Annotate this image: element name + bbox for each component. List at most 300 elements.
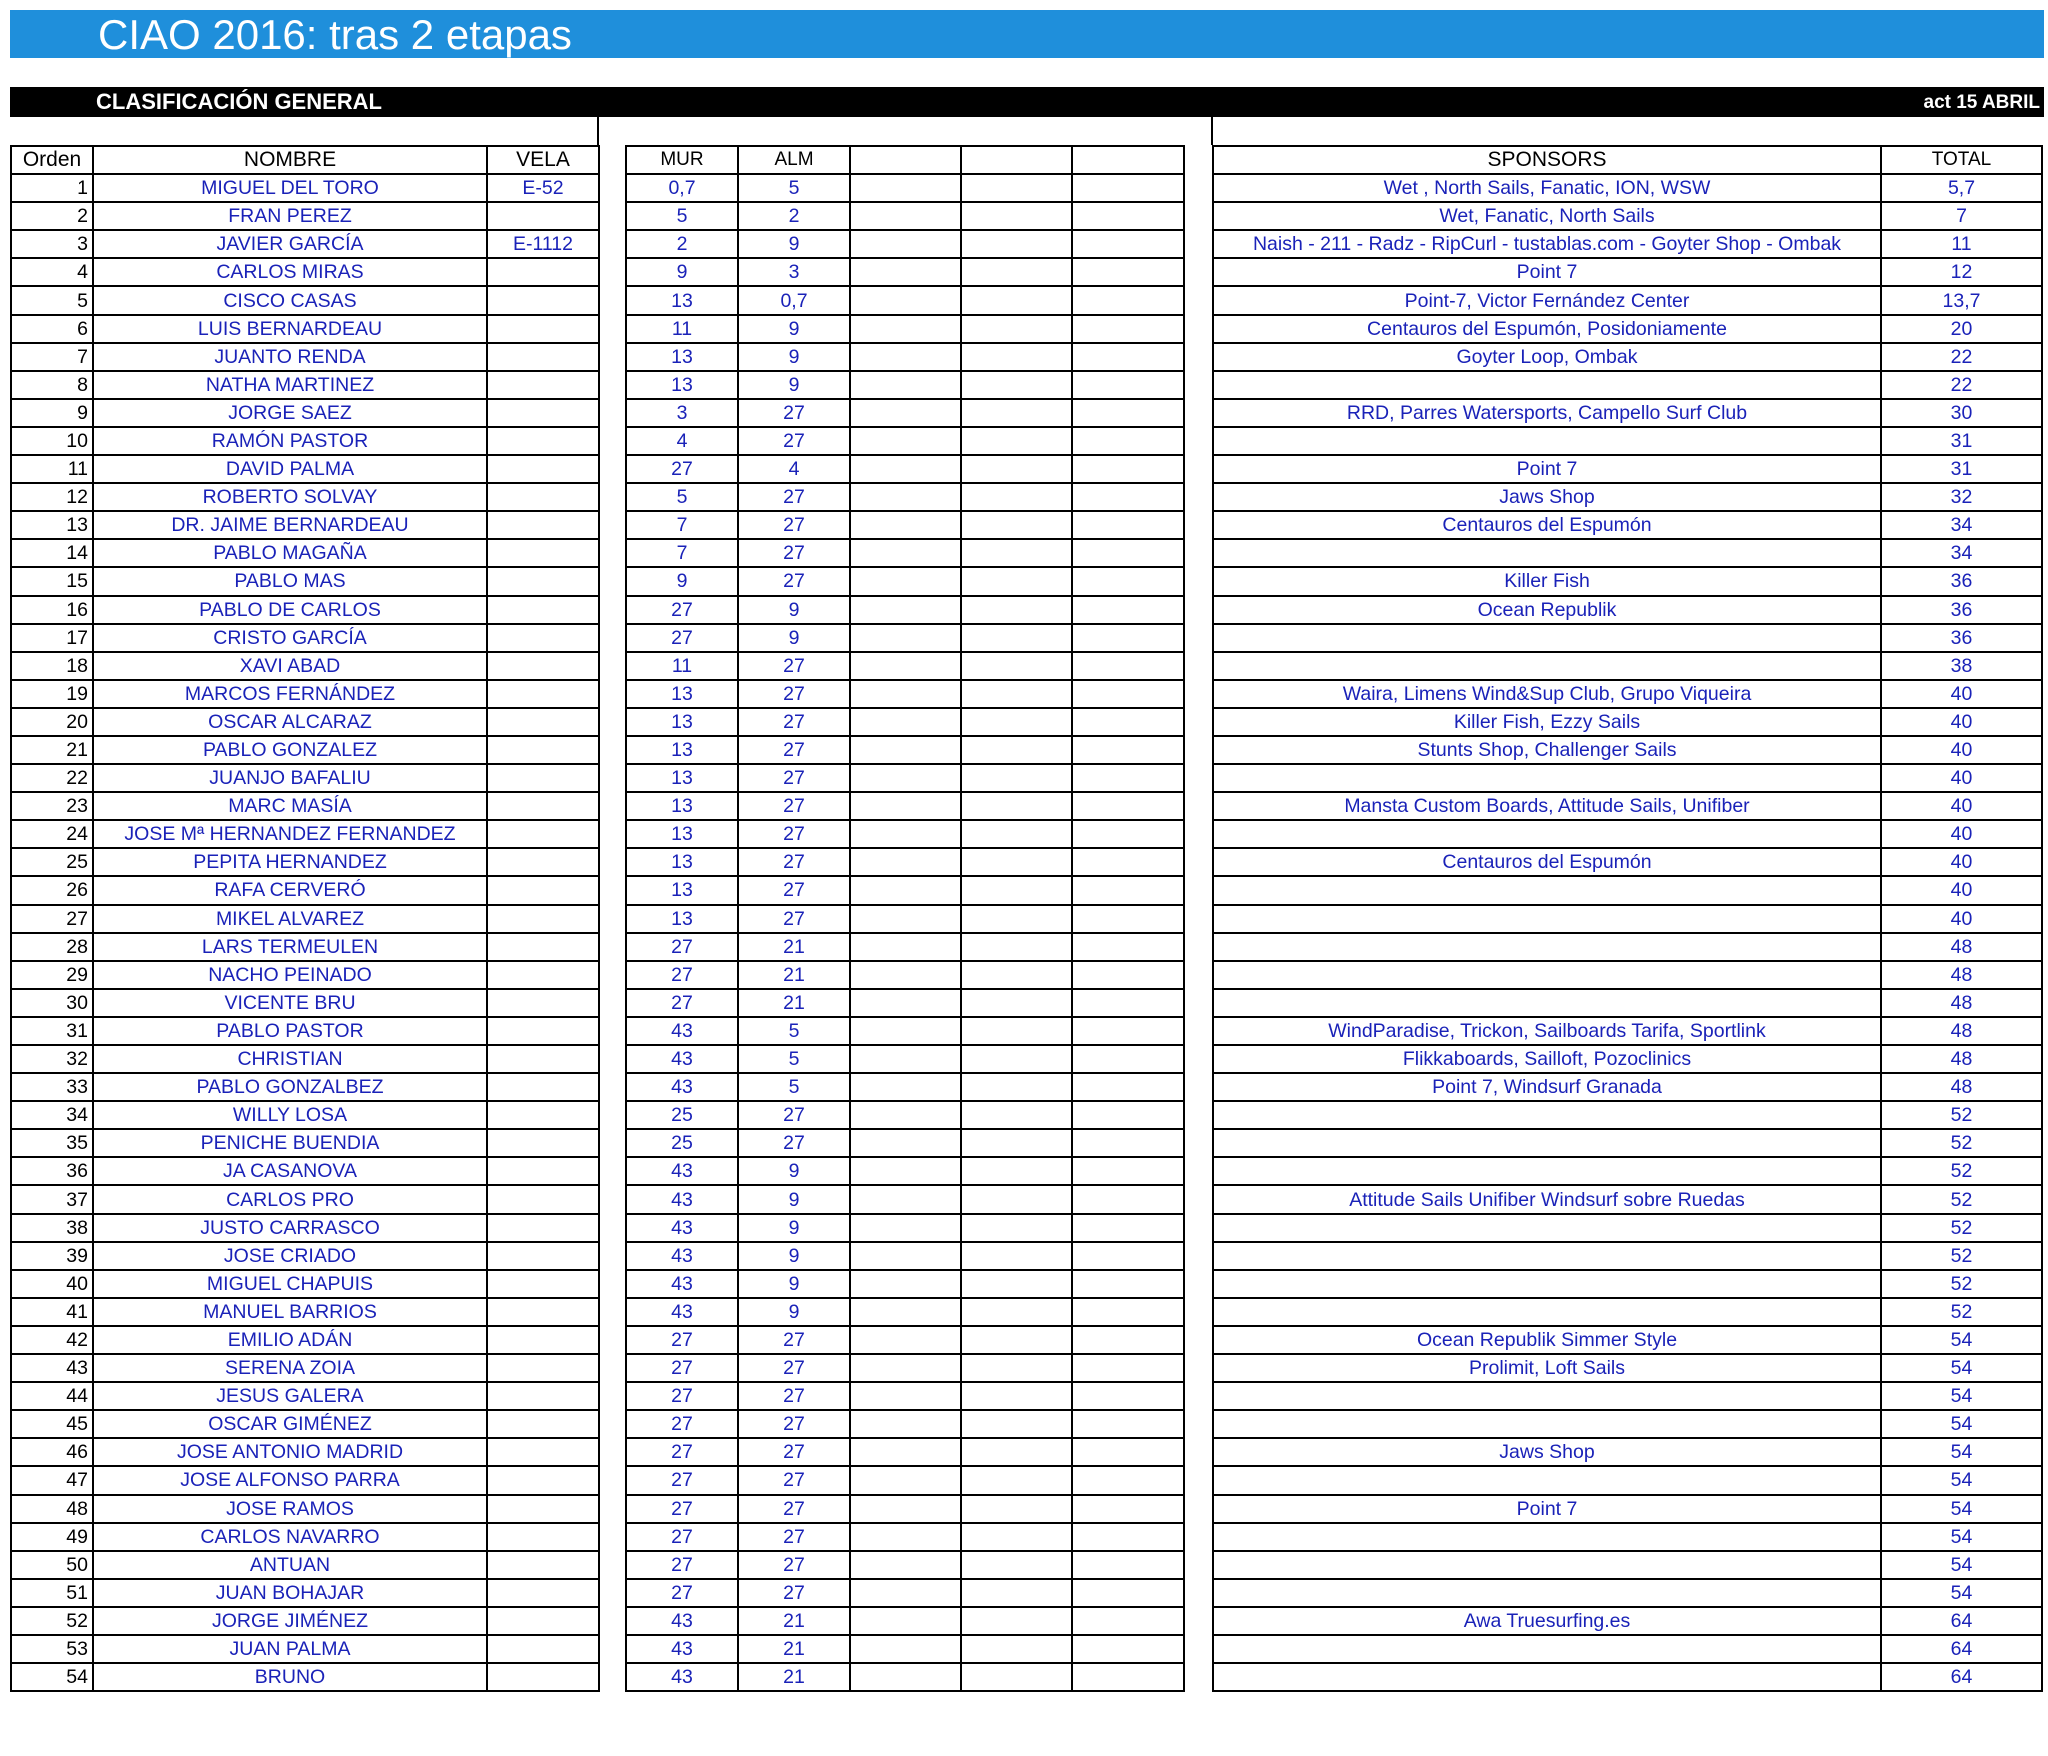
mur-score-cell: 27: [626, 1382, 738, 1410]
name-cell: JORGE SAEZ: [93, 399, 487, 427]
sail-number-cell: [487, 624, 599, 652]
rank-cell: 1: [11, 174, 93, 202]
mur-score-cell: 25: [626, 1101, 738, 1129]
name-cell: JOSE Mª HERNANDEZ FERNANDEZ: [93, 820, 487, 848]
empty-cell: [850, 1270, 961, 1298]
table-row: [11, 905, 599, 933]
section-header-bar: [10, 87, 2044, 117]
total-cell: 64: [1881, 1635, 2042, 1663]
table-header-row: [1213, 146, 2042, 174]
mur-score-cell: 27: [626, 1326, 738, 1354]
empty-cell: [961, 1101, 1072, 1129]
name-cell: JOSE CRIADO: [93, 1242, 487, 1270]
empty-cell: [1072, 567, 1184, 595]
empty-cell: [961, 1214, 1072, 1242]
empty-cell: [961, 989, 1072, 1017]
table-row: [11, 1242, 599, 1270]
mur-score-cell: 13: [626, 343, 738, 371]
table-row: [626, 876, 1184, 904]
empty-cell: [1072, 399, 1184, 427]
alm-score-cell: 27: [738, 539, 850, 567]
name-cell: CHRISTIAN: [93, 1045, 487, 1073]
empty-cell: [961, 427, 1072, 455]
mur-score-cell: 13: [626, 680, 738, 708]
mur-score-cell: 27: [626, 961, 738, 989]
total-cell: 54: [1881, 1410, 2042, 1438]
empty-cell: [961, 315, 1072, 343]
empty-cell: [850, 1354, 961, 1382]
empty-cell: [1072, 652, 1184, 680]
table-row: [626, 989, 1184, 1017]
empty-cell: [850, 1410, 961, 1438]
table-row: [11, 1495, 599, 1523]
rank-cell: 23: [11, 792, 93, 820]
empty-cell: [961, 1579, 1072, 1607]
empty-cell: [961, 539, 1072, 567]
mur-score-cell: 5: [626, 202, 738, 230]
sail-number-cell: [487, 596, 599, 624]
empty-cell: [850, 764, 961, 792]
name-cell: CRISTO GARCÍA: [93, 624, 487, 652]
total-cell: 40: [1881, 848, 2042, 876]
table-row: [11, 343, 599, 371]
name-cell: SERENA ZOIA: [93, 1354, 487, 1382]
empty-cell: [1072, 1663, 1184, 1691]
empty-cell: [1072, 848, 1184, 876]
sponsors-cell: Stunts Shop, Challenger Sails: [1213, 736, 1881, 764]
alm-score-cell: 27: [738, 427, 850, 455]
total-cell: 52: [1881, 1214, 2042, 1242]
alm-score-cell: 9: [738, 1298, 850, 1326]
alm-score-cell: 21: [738, 989, 850, 1017]
empty-cell: [850, 399, 961, 427]
sail-number-cell: [487, 427, 599, 455]
mur-score-cell: 7: [626, 539, 738, 567]
table-row: [1213, 1663, 2042, 1691]
alm-score-cell: 5: [738, 1073, 850, 1101]
alm-score-cell: 9: [738, 1242, 850, 1270]
total-cell: 11: [1881, 230, 2042, 258]
table-row: [626, 764, 1184, 792]
alm-score-cell: 21: [738, 1635, 850, 1663]
table-row: [11, 371, 599, 399]
empty-cell: [850, 820, 961, 848]
name-cell: OSCAR ALCARAZ: [93, 708, 487, 736]
empty-cell: [1072, 371, 1184, 399]
mur-score-cell: 13: [626, 848, 738, 876]
table-row: [1213, 1270, 2042, 1298]
table-row: [1213, 764, 2042, 792]
sail-number-cell: [487, 1214, 599, 1242]
alm-score-cell: 9: [738, 1185, 850, 1213]
table-row: [1213, 539, 2042, 567]
alm-score-cell: 0,7: [738, 286, 850, 314]
table-row: [11, 1410, 599, 1438]
rank-cell: 37: [11, 1185, 93, 1213]
empty-cell: [961, 1635, 1072, 1663]
rank-cell: 26: [11, 876, 93, 904]
empty-cell: [1072, 315, 1184, 343]
alm-score-cell: 27: [738, 652, 850, 680]
empty-cell: [850, 1326, 961, 1354]
total-cell: 48: [1881, 989, 2042, 1017]
sail-number-cell: [487, 933, 599, 961]
sail-number-cell: [487, 736, 599, 764]
rank-cell: 28: [11, 933, 93, 961]
rank-cell: 35: [11, 1129, 93, 1157]
table-row: [1213, 1579, 2042, 1607]
empty-cell: [961, 343, 1072, 371]
sail-number-cell: [487, 820, 599, 848]
total-cell: 36: [1881, 596, 2042, 624]
empty-cell: [1072, 1354, 1184, 1382]
table-row: [11, 1551, 599, 1579]
total-cell: 54: [1881, 1354, 2042, 1382]
empty-cell: [1072, 1270, 1184, 1298]
mur-score-cell: 27: [626, 1495, 738, 1523]
alm-score-cell: 27: [738, 567, 850, 595]
table-row: [626, 483, 1184, 511]
empty-cell: [1072, 1242, 1184, 1270]
name-cell: LUIS BERNARDEAU: [93, 315, 487, 343]
mur-score-cell: 27: [626, 624, 738, 652]
mur-score-cell: 27: [626, 1466, 738, 1494]
sponsors-cell: Point 7: [1213, 258, 1881, 286]
alm-score-cell: 27: [738, 1466, 850, 1494]
empty-cell: [850, 680, 961, 708]
rank-cell: 39: [11, 1242, 93, 1270]
empty-cell: [1072, 202, 1184, 230]
total-cell: 64: [1881, 1663, 2042, 1691]
table-header-row: [11, 146, 599, 174]
empty-cell: [961, 1663, 1072, 1691]
sponsors-cell: [1213, 539, 1881, 567]
sail-number-cell: [487, 792, 599, 820]
sponsors-cell: [1213, 1270, 1881, 1298]
header-empty: [1072, 146, 1184, 174]
name-cell: MIGUEL DEL TORO: [93, 174, 487, 202]
mur-score-cell: 25: [626, 1129, 738, 1157]
table-row: [11, 680, 599, 708]
mur-score-cell: 27: [626, 933, 738, 961]
table-row: [626, 1073, 1184, 1101]
sponsors-cell: Prolimit, Loft Sails: [1213, 1354, 1881, 1382]
empty-cell: [1072, 905, 1184, 933]
empty-cell: [850, 596, 961, 624]
table-row: [626, 1607, 1184, 1635]
rank-cell: 20: [11, 708, 93, 736]
empty-cell: [1072, 1579, 1184, 1607]
name-cell: JOSE ANTONIO MADRID: [93, 1438, 487, 1466]
alm-score-cell: 27: [738, 848, 850, 876]
sponsors-cell: Awa Truesurfing.es: [1213, 1607, 1881, 1635]
empty-cell: [850, 961, 961, 989]
sail-number-cell: [487, 876, 599, 904]
empty-cell: [850, 792, 961, 820]
total-cell: 48: [1881, 961, 2042, 989]
table-row: [1213, 567, 2042, 595]
sail-number-cell: [487, 652, 599, 680]
rank-cell: 10: [11, 427, 93, 455]
rank-cell: 21: [11, 736, 93, 764]
table-row: [1213, 596, 2042, 624]
empty-cell: [850, 1551, 961, 1579]
sponsors-cell: [1213, 371, 1881, 399]
table-row: [626, 371, 1184, 399]
table-row: [11, 258, 599, 286]
rank-cell: 7: [11, 343, 93, 371]
sponsors-cell: [1213, 1242, 1881, 1270]
empty-cell: [961, 736, 1072, 764]
sponsors-cell: Point 7: [1213, 455, 1881, 483]
sponsors-cell: Centauros del Espumón, Posidoniamente: [1213, 315, 1881, 343]
mur-score-cell: 27: [626, 1551, 738, 1579]
sail-number-cell: [487, 764, 599, 792]
table-row: [1213, 680, 2042, 708]
total-cell: 54: [1881, 1326, 2042, 1354]
rank-cell: 31: [11, 1017, 93, 1045]
section-title: CLASIFICACIÓN GENERAL: [96, 89, 382, 114]
empty-cell: [1072, 1101, 1184, 1129]
table-row: [11, 202, 599, 230]
alm-score-cell: 27: [738, 1129, 850, 1157]
empty-cell: [961, 876, 1072, 904]
name-cell: PEPITA HERNANDEZ: [93, 848, 487, 876]
alm-score-cell: 27: [738, 1551, 850, 1579]
empty-cell: [961, 511, 1072, 539]
name-cell: JA CASANOVA: [93, 1157, 487, 1185]
empty-cell: [961, 1298, 1072, 1326]
sail-number-cell: [487, 1242, 599, 1270]
total-cell: 64: [1881, 1607, 2042, 1635]
table-row: [11, 1607, 599, 1635]
name-cell: VICENTE BRU: [93, 989, 487, 1017]
empty-cell: [1072, 539, 1184, 567]
mur-score-cell: 43: [626, 1663, 738, 1691]
table-row: [1213, 876, 2042, 904]
table-row: [626, 1635, 1184, 1663]
table-row: [11, 792, 599, 820]
total-cell: 32: [1881, 483, 2042, 511]
name-cell: PABLO GONZALBEZ: [93, 1073, 487, 1101]
sponsors-cell: [1213, 1101, 1881, 1129]
table-row: [1213, 483, 2042, 511]
table-row: [11, 230, 599, 258]
rank-cell: 25: [11, 848, 93, 876]
alm-score-cell: 27: [738, 820, 850, 848]
sponsors-cell: Mansta Custom Boards, Attitude Sails, Unifiber: [1213, 792, 1881, 820]
table-row: [11, 1579, 599, 1607]
rank-cell: 48: [11, 1495, 93, 1523]
mur-score-cell: 13: [626, 286, 738, 314]
name-cell: RAMÓN PASTOR: [93, 427, 487, 455]
mur-score-cell: 43: [626, 1045, 738, 1073]
mur-score-cell: 27: [626, 455, 738, 483]
table-row: [1213, 315, 2042, 343]
empty-cell: [1072, 1298, 1184, 1326]
table-row: [11, 596, 599, 624]
mur-score-cell: 2: [626, 230, 738, 258]
empty-cell: [961, 848, 1072, 876]
mur-score-cell: 43: [626, 1270, 738, 1298]
table-row: [1213, 1438, 2042, 1466]
rank-cell: 51: [11, 1579, 93, 1607]
name-cell: MANUEL BARRIOS: [93, 1298, 487, 1326]
table-row: [626, 230, 1184, 258]
sail-number-cell: [487, 286, 599, 314]
table-row: [626, 961, 1184, 989]
name-cell: DAVID PALMA: [93, 455, 487, 483]
table-row: [626, 1101, 1184, 1129]
table-row: [626, 624, 1184, 652]
total-cell: 52: [1881, 1270, 2042, 1298]
table-row: [11, 286, 599, 314]
sponsors-cell: [1213, 1523, 1881, 1551]
table-row: [1213, 1214, 2042, 1242]
empty-cell: [1072, 455, 1184, 483]
empty-cell: [850, 427, 961, 455]
empty-cell: [1072, 1214, 1184, 1242]
empty-cell: [850, 736, 961, 764]
empty-cell: [850, 848, 961, 876]
sponsors-cell: [1213, 876, 1881, 904]
sponsors-cell: [1213, 1298, 1881, 1326]
table-row: [626, 286, 1184, 314]
sponsors-cell: [1213, 652, 1881, 680]
alm-score-cell: 27: [738, 1495, 850, 1523]
table-row: [11, 1157, 599, 1185]
header-orden: Orden: [11, 146, 93, 174]
empty-cell: [1072, 1045, 1184, 1073]
name-cell: JUANTO RENDA: [93, 343, 487, 371]
mur-score-cell: 43: [626, 1157, 738, 1185]
name-cell: JAVIER GARCÍA: [93, 230, 487, 258]
alm-score-cell: 4: [738, 455, 850, 483]
sail-number-cell: [487, 1635, 599, 1663]
sail-number-cell: E-52: [487, 174, 599, 202]
alm-score-cell: 9: [738, 596, 850, 624]
empty-cell: [961, 1185, 1072, 1213]
mur-score-cell: 3: [626, 399, 738, 427]
table-row: [626, 1017, 1184, 1045]
total-cell: 54: [1881, 1466, 2042, 1494]
empty-cell: [850, 258, 961, 286]
empty-cell: [1072, 736, 1184, 764]
sponsors-cell: Goyter Loop, Ombak: [1213, 343, 1881, 371]
name-cell: PABLO GONZALEZ: [93, 736, 487, 764]
mur-score-cell: 27: [626, 1438, 738, 1466]
empty-cell: [1072, 427, 1184, 455]
sail-number-cell: [487, 483, 599, 511]
table-row: [11, 624, 599, 652]
sponsors-cell: Waira, Limens Wind&Sup Club, Grupo Viqueira: [1213, 680, 1881, 708]
empty-cell: [850, 1298, 961, 1326]
empty-cell: [1072, 483, 1184, 511]
sail-number-cell: [487, 989, 599, 1017]
table-row: [1213, 1551, 2042, 1579]
table-row: [1213, 1635, 2042, 1663]
mur-score-cell: 27: [626, 1354, 738, 1382]
total-cell: 48: [1881, 1045, 2042, 1073]
alm-score-cell: 27: [738, 511, 850, 539]
table-row: [626, 680, 1184, 708]
header-mur: MUR: [626, 146, 738, 174]
empty-cell: [1072, 820, 1184, 848]
alm-score-cell: 27: [738, 1523, 850, 1551]
sponsors-cell: Point 7, Windsurf Granada: [1213, 1073, 1881, 1101]
header-nombre: NOMBRE: [93, 146, 487, 174]
sponsors-cell: [1213, 624, 1881, 652]
table-row: [1213, 1101, 2042, 1129]
empty-cell: [1072, 624, 1184, 652]
table-row: [626, 1298, 1184, 1326]
empty-cell: [1072, 1073, 1184, 1101]
empty-cell: [961, 455, 1072, 483]
table-row: [1213, 708, 2042, 736]
empty-cell: [850, 1045, 961, 1073]
table-row: [626, 539, 1184, 567]
mur-score-cell: 13: [626, 708, 738, 736]
empty-cell: [961, 1270, 1072, 1298]
table-row: [1213, 1607, 2042, 1635]
alm-score-cell: 21: [738, 933, 850, 961]
total-cell: 52: [1881, 1185, 2042, 1213]
table-row: [1213, 1242, 2042, 1270]
empty-cell: [1072, 1635, 1184, 1663]
table-row: [1213, 371, 2042, 399]
sail-number-cell: [487, 961, 599, 989]
name-cell: PABLO PASTOR: [93, 1017, 487, 1045]
table-row: [626, 1523, 1184, 1551]
alm-score-cell: 9: [738, 371, 850, 399]
total-cell: 54: [1881, 1438, 2042, 1466]
sponsors-cell: RRD, Parres Watersports, Campello Surf Club: [1213, 399, 1881, 427]
empty-cell: [961, 1354, 1072, 1382]
total-cell: 54: [1881, 1495, 2042, 1523]
table-row: [1213, 1495, 2042, 1523]
sail-number-cell: [487, 567, 599, 595]
sail-number-cell: [487, 315, 599, 343]
empty-cell: [850, 1523, 961, 1551]
rank-cell: 6: [11, 315, 93, 343]
mur-score-cell: 13: [626, 792, 738, 820]
total-cell: 5,7: [1881, 174, 2042, 202]
name-cell: WILLY LOSA: [93, 1101, 487, 1129]
name-cell: NACHO PEINADO: [93, 961, 487, 989]
table-row: [1213, 455, 2042, 483]
mur-score-cell: 43: [626, 1214, 738, 1242]
table-row: [11, 1101, 599, 1129]
name-cell: JESUS GALERA: [93, 1382, 487, 1410]
name-cell: NATHA MARTINEZ: [93, 371, 487, 399]
table-row: [1213, 1410, 2042, 1438]
sail-number-cell: E-1112: [487, 230, 599, 258]
rank-cell: 5: [11, 286, 93, 314]
total-cell: 12: [1881, 258, 2042, 286]
empty-cell: [961, 792, 1072, 820]
sponsors-cell: Wet , North Sails, Fanatic, ION, WSW: [1213, 174, 1881, 202]
table-row: [626, 1466, 1184, 1494]
table-row: [626, 1214, 1184, 1242]
table-row: [626, 399, 1184, 427]
mur-score-cell: 27: [626, 596, 738, 624]
empty-cell: [850, 1129, 961, 1157]
table-row: [1213, 511, 2042, 539]
table-row: [626, 1185, 1184, 1213]
name-cell: MIKEL ALVAREZ: [93, 905, 487, 933]
mur-score-cell: 0,7: [626, 174, 738, 202]
sponsors-cell: [1213, 820, 1881, 848]
